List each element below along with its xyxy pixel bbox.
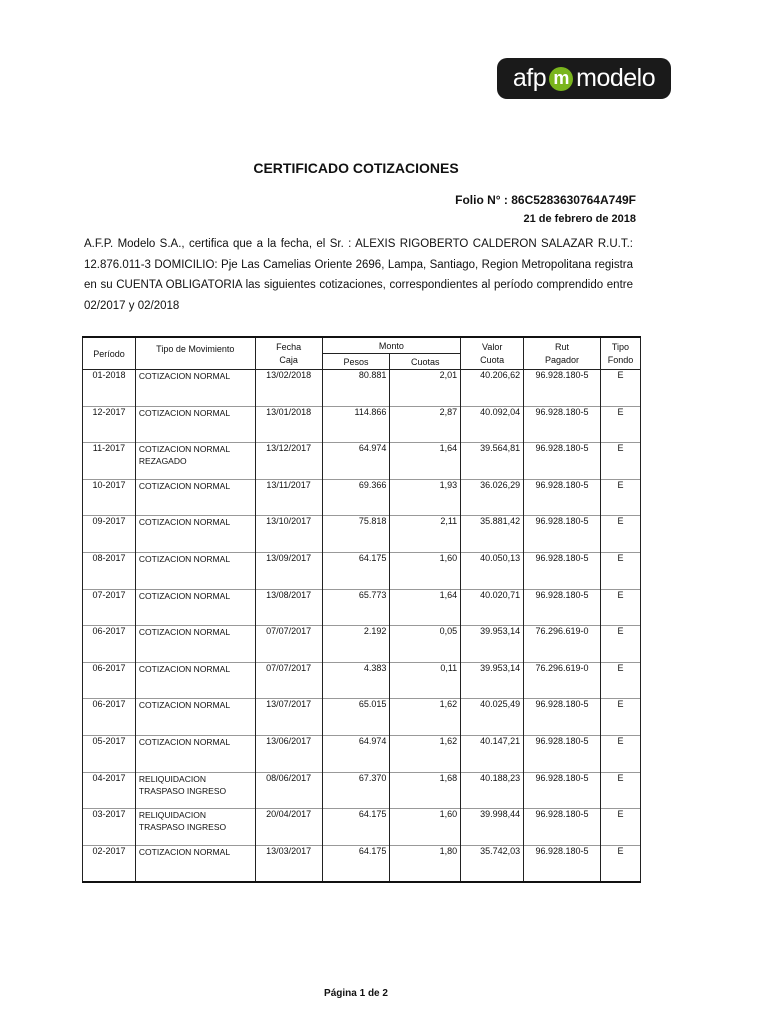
cell-valor: 40.147,21 bbox=[461, 735, 524, 772]
header-rut-pagador bbox=[524, 337, 601, 370]
cell-periodo: 06-2017 bbox=[83, 662, 136, 699]
cell-rut: 76.296.619-0 bbox=[524, 662, 601, 699]
logo-text-afp: afp bbox=[512, 64, 547, 92]
cell-fecha: 13/10/2017 bbox=[255, 516, 322, 553]
header-fecha: Fecha bbox=[276, 342, 302, 352]
cell-periodo: 06-2017 bbox=[83, 699, 136, 736]
cell-fondo: E bbox=[600, 772, 640, 809]
cell-valor: 40.092,04 bbox=[461, 406, 524, 443]
logo-text-modelo: modelo bbox=[576, 64, 656, 92]
header-valor-cuota bbox=[461, 337, 524, 370]
afp-modelo-logo bbox=[497, 58, 671, 99]
cell-periodo: 08-2017 bbox=[83, 552, 136, 589]
cell-cuotas: 0,05 bbox=[390, 626, 461, 663]
header-tipo: Tipo bbox=[611, 342, 630, 352]
cell-fecha: 13/01/2018 bbox=[255, 406, 322, 443]
cell-pesos: 64.175 bbox=[322, 809, 390, 846]
cell-rut: 96.928.180-5 bbox=[524, 735, 601, 772]
cell-tipo: COTIZACION NORMAL bbox=[135, 626, 255, 663]
cell-periodo: 01-2018 bbox=[83, 370, 136, 407]
cell-tipo: COTIZACION NORMAL bbox=[135, 699, 255, 736]
table-row bbox=[83, 809, 641, 846]
cell-periodo: 11-2017 bbox=[83, 443, 136, 480]
table-row bbox=[83, 479, 641, 516]
cell-rut: 96.928.180-5 bbox=[524, 443, 601, 480]
header-pagador: Pagador bbox=[545, 355, 580, 365]
cell-rut: 76.296.619-0 bbox=[524, 626, 601, 663]
cell-periodo: 05-2017 bbox=[83, 735, 136, 772]
table-row bbox=[83, 589, 641, 626]
header-cuota: Cuota bbox=[480, 355, 505, 365]
cell-fondo: E bbox=[600, 406, 640, 443]
cell-fondo: E bbox=[600, 735, 640, 772]
cell-tipo: COTIZACION NORMAL bbox=[135, 552, 255, 589]
cell-rut: 96.928.180-5 bbox=[524, 699, 601, 736]
cell-cuotas: 1,64 bbox=[390, 589, 461, 626]
cell-tipo: COTIZACION NORMAL bbox=[135, 406, 255, 443]
table-body bbox=[83, 370, 641, 883]
table-row bbox=[83, 735, 641, 772]
table-header bbox=[83, 337, 641, 370]
cell-fondo: E bbox=[600, 552, 640, 589]
cell-cuotas: 2,01 bbox=[390, 370, 461, 407]
cell-periodo: 07-2017 bbox=[83, 589, 136, 626]
cell-fondo: E bbox=[600, 589, 640, 626]
cell-fecha: 07/07/2017 bbox=[255, 662, 322, 699]
table-row bbox=[83, 699, 641, 736]
cell-pesos: 114.866 bbox=[322, 406, 390, 443]
cell-valor: 39.953,14 bbox=[461, 626, 524, 663]
header-caja: Caja bbox=[279, 355, 298, 365]
cell-fondo: E bbox=[600, 479, 640, 516]
cell-pesos: 64.175 bbox=[322, 845, 390, 882]
cell-tipo: COTIZACION NORMAL bbox=[135, 589, 255, 626]
cell-tipo: RELIQUIDACION TRASPASO INGRESO bbox=[135, 772, 255, 809]
cell-pesos: 2.192 bbox=[322, 626, 390, 663]
cell-fecha: 13/11/2017 bbox=[255, 479, 322, 516]
cell-fecha: 13/12/2017 bbox=[255, 443, 322, 480]
table-row bbox=[83, 443, 641, 480]
cell-cuotas: 1,60 bbox=[390, 552, 461, 589]
cell-valor: 35.881,42 bbox=[461, 516, 524, 553]
cell-fecha: 13/09/2017 bbox=[255, 552, 322, 589]
cell-pesos: 64.974 bbox=[322, 443, 390, 480]
header-rut: Rut bbox=[555, 342, 570, 352]
cell-tipo: COTIZACION NORMAL bbox=[135, 845, 255, 882]
table-row bbox=[83, 552, 641, 589]
certification-paragraph: A.F.P. Modelo S.A., certifica que a la fecha, el Sr. : ALEXIS RIGOBERTO CALDERON SALAZAR R.U.T.: 12.876.011-3 DOMICILIO: Pje Las Camelias Oriente 2696, Lampa, Santiago, Region Metropolitana registra en su CUENTA OBLIGATORIA las siguientes cotizaciones, correspondientes al período comprendido entre 02/2017 y 02/2018 bbox=[84, 238, 633, 312]
cell-tipo: COTIZACION NORMAL bbox=[135, 662, 255, 699]
cell-cuotas: 1,68 bbox=[390, 772, 461, 809]
table-row bbox=[83, 626, 641, 663]
document-title: CERTIFICADO COTIZACIONES bbox=[253, 160, 459, 176]
table-row bbox=[83, 772, 641, 809]
table-row bbox=[83, 406, 641, 443]
cell-periodo: 09-2017 bbox=[83, 516, 136, 553]
cell-rut: 96.928.180-5 bbox=[524, 845, 601, 882]
cell-rut: 96.928.180-5 bbox=[524, 552, 601, 589]
cell-fondo: E bbox=[600, 516, 640, 553]
cell-cuotas: 1,80 bbox=[390, 845, 461, 882]
cell-fondo: E bbox=[600, 662, 640, 699]
cell-valor: 39.953,14 bbox=[461, 662, 524, 699]
cell-fondo: E bbox=[600, 443, 640, 480]
header-valor: Valor bbox=[481, 342, 503, 352]
issue-date: 21 de febrero de 2018 bbox=[523, 213, 636, 225]
cell-tipo: COTIZACION NORMAL bbox=[135, 370, 255, 407]
cell-fondo: E bbox=[600, 809, 640, 846]
cell-rut: 96.928.180-5 bbox=[524, 406, 601, 443]
cell-pesos: 4.383 bbox=[322, 662, 390, 699]
cell-fecha: 13/07/2017 bbox=[255, 699, 322, 736]
cell-fondo: E bbox=[600, 845, 640, 882]
cell-periodo: 04-2017 bbox=[83, 772, 136, 809]
cell-valor: 39.564,81 bbox=[461, 443, 524, 480]
cell-cuotas: 0,11 bbox=[390, 662, 461, 699]
header-cuotas: Cuotas bbox=[390, 354, 461, 370]
cell-valor: 40.025,49 bbox=[461, 699, 524, 736]
cell-cuotas: 1,62 bbox=[390, 699, 461, 736]
cell-pesos: 65.015 bbox=[322, 699, 390, 736]
cell-pesos: 80.881 bbox=[322, 370, 390, 407]
cell-periodo: 12-2017 bbox=[83, 406, 136, 443]
cell-tipo: COTIZACION NORMAL bbox=[135, 516, 255, 553]
cell-fondo: E bbox=[600, 626, 640, 663]
cell-pesos: 64.175 bbox=[322, 552, 390, 589]
header-tipo-fondo bbox=[600, 337, 640, 370]
table-row bbox=[83, 845, 641, 882]
page-number: Página 1 de 2 bbox=[324, 988, 388, 999]
cell-periodo: 02-2017 bbox=[83, 845, 136, 882]
header-pesos: Pesos bbox=[322, 354, 390, 370]
header-tipo-movimiento: Tipo de Movimiento bbox=[135, 337, 255, 370]
cell-fecha: 08/06/2017 bbox=[255, 772, 322, 809]
cell-pesos: 64.974 bbox=[322, 735, 390, 772]
table-row bbox=[83, 370, 641, 407]
cell-rut: 96.928.180-5 bbox=[524, 809, 601, 846]
cell-pesos: 65.773 bbox=[322, 589, 390, 626]
cell-fecha: 13/03/2017 bbox=[255, 845, 322, 882]
cell-rut: 96.928.180-5 bbox=[524, 772, 601, 809]
cell-fecha: 07/07/2017 bbox=[255, 626, 322, 663]
cell-fecha: 13/06/2017 bbox=[255, 735, 322, 772]
cell-rut: 96.928.180-5 bbox=[524, 516, 601, 553]
cell-fondo: E bbox=[600, 699, 640, 736]
cell-pesos: 75.818 bbox=[322, 516, 390, 553]
header-fecha-caja bbox=[255, 337, 322, 370]
cell-valor: 40.020,71 bbox=[461, 589, 524, 626]
cell-valor: 40.050,13 bbox=[461, 552, 524, 589]
cell-valor: 35.742,03 bbox=[461, 845, 524, 882]
cell-valor: 40.188,23 bbox=[461, 772, 524, 809]
header-monto: Monto bbox=[322, 337, 461, 354]
header-fondo: Fondo bbox=[607, 355, 634, 365]
cell-fecha: 13/02/2018 bbox=[255, 370, 322, 407]
cell-cuotas: 1,60 bbox=[390, 809, 461, 846]
cell-tipo: RELIQUIDACION TRASPASO INGRESO bbox=[135, 809, 255, 846]
cell-cuotas: 1,64 bbox=[390, 443, 461, 480]
cell-rut: 96.928.180-5 bbox=[524, 589, 601, 626]
cell-periodo: 10-2017 bbox=[83, 479, 136, 516]
cell-fondo: E bbox=[600, 370, 640, 407]
cell-pesos: 67.370 bbox=[322, 772, 390, 809]
cell-fecha: 13/08/2017 bbox=[255, 589, 322, 626]
folio-number: Folio N° : 86C5283630764A749F bbox=[455, 193, 636, 207]
cell-tipo: COTIZACION NORMAL bbox=[135, 479, 255, 516]
cell-tipo: COTIZACION NORMAL bbox=[135, 735, 255, 772]
contributions-table bbox=[82, 336, 641, 883]
cell-valor: 40.206,62 bbox=[461, 370, 524, 407]
cell-cuotas: 2,87 bbox=[390, 406, 461, 443]
table-row bbox=[83, 516, 641, 553]
header-periodo: Período bbox=[83, 337, 136, 370]
logo-mark-icon: m bbox=[549, 67, 573, 91]
cell-cuotas: 2,11 bbox=[390, 516, 461, 553]
cell-valor: 36.026,29 bbox=[461, 479, 524, 516]
cell-fecha: 20/04/2017 bbox=[255, 809, 322, 846]
cell-cuotas: 1,93 bbox=[390, 479, 461, 516]
cell-periodo: 06-2017 bbox=[83, 626, 136, 663]
cell-valor: 39.998,44 bbox=[461, 809, 524, 846]
cell-cuotas: 1,62 bbox=[390, 735, 461, 772]
cell-periodo: 03-2017 bbox=[83, 809, 136, 846]
cell-pesos: 69.366 bbox=[322, 479, 390, 516]
cell-rut: 96.928.180-5 bbox=[524, 370, 601, 407]
cell-rut: 96.928.180-5 bbox=[524, 479, 601, 516]
cell-tipo: COTIZACION NORMAL REZAGADO bbox=[135, 443, 255, 480]
table-row bbox=[83, 662, 641, 699]
